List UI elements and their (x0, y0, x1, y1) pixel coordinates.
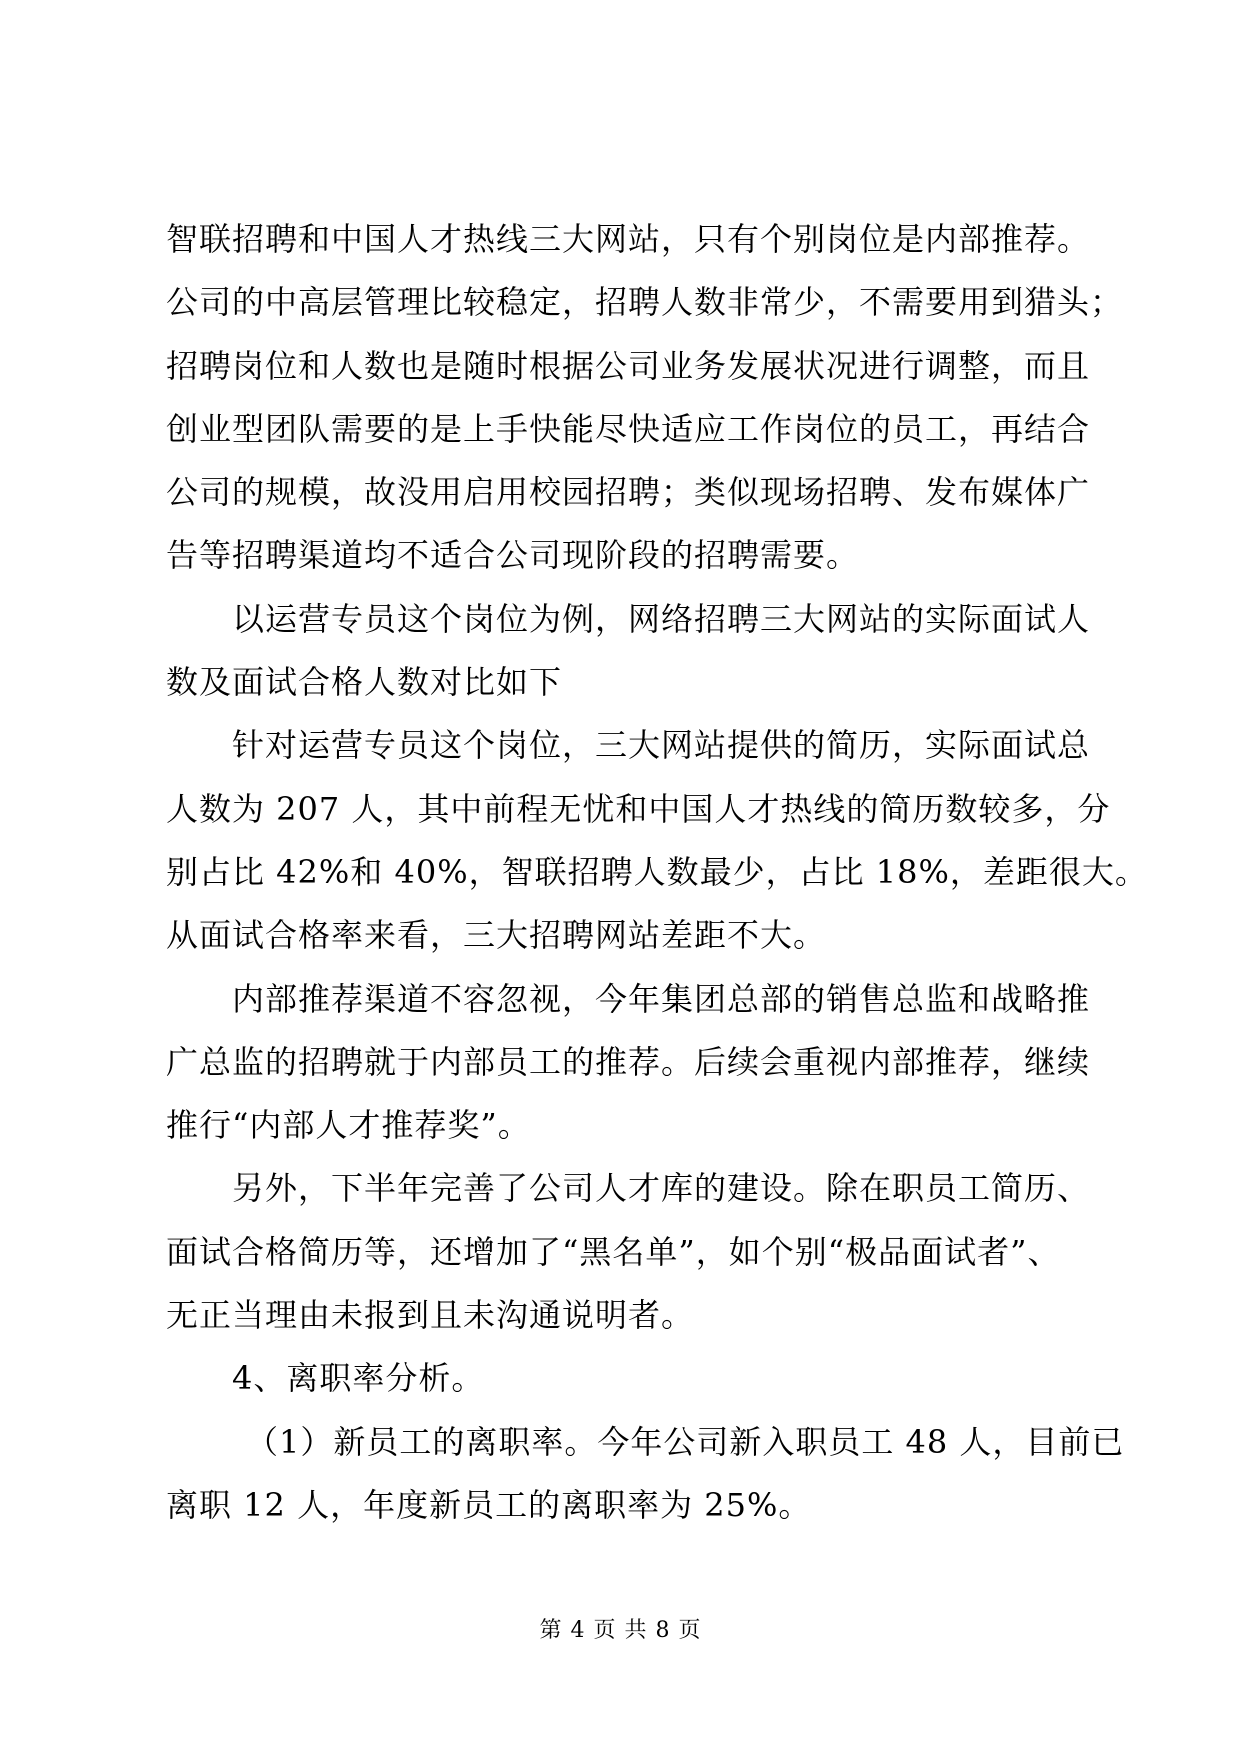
text-line: 别占比 42%和 40%，智联招聘人数最少，占比 18%，差距很大。 (166, 852, 1148, 891)
text-line: 公司的规模，故没用启用校园招聘；类似现场招聘、发布媒体广 (166, 473, 1091, 512)
paragraph-first-line: （1）新员工的离职率。今年公司新入职员工 48 人，目前已 (246, 1422, 1125, 1461)
text-line: 面试合格简历等，还增加了“黑名单”，如个别“极品面试者”、 (166, 1232, 1061, 1271)
text-line: 公司的中高层管理比较稳定，招聘人数非常少，不需要用到猎头； (166, 283, 1124, 322)
text-line: 推行“内部人才推荐奖”。 (166, 1106, 531, 1145)
text-line: 数及面试合格人数对比如下 (166, 663, 563, 702)
text-line: 创业型团队需要的是上手快能尽快适应工作岗位的员工，再结合 (166, 409, 1091, 448)
section-heading: 4、离职率分析。 (232, 1359, 485, 1398)
paragraph-first-line: 以运营专员这个岗位为例，网络招聘三大网站的实际面试人 (232, 599, 1091, 638)
text-line: 智联招聘和中国人才热线三大网站，只有个别岗位是内部推荐。 (166, 220, 1091, 258)
text-line: 招聘岗位和人数也是随时根据公司业务发展状况进行调整，而且 (166, 346, 1091, 385)
document-body (166, 208, 1148, 1537)
text-line: 广总监的招聘就于内部员工的推荐。后续会重视内部推荐，继续 (166, 1042, 1091, 1081)
text-line: 无正当理由未报到且未沟通说明者。 (166, 1296, 695, 1335)
page-footer (0, 1616, 1241, 1646)
text-line: 离职 12 人，年度新员工的离职率为 25%。 (166, 1485, 812, 1524)
text-line: 人数为 207 人，其中前程无忧和中国人才热线的简历数较多，分 (166, 789, 1111, 828)
paragraph-first-line: 另外，下半年完善了公司人才库的建设。除在职员工简历、 (232, 1169, 1091, 1208)
page-number-label: 第 4 页 共 8 页 (539, 1618, 702, 1643)
paragraph-first-line: 内部推荐渠道不容忽视，今年集团总部的销售总监和战略推 (232, 979, 1091, 1018)
text-line: 告等招聘渠道均不适合公司现阶段的招聘需要。 (166, 536, 860, 575)
text-line: 从面试合格率来看，三大招聘网站差距不大。 (166, 916, 827, 955)
paragraph-first-line: 针对运营专员这个岗位，三大网站提供的简历，实际面试总 (232, 726, 1091, 765)
